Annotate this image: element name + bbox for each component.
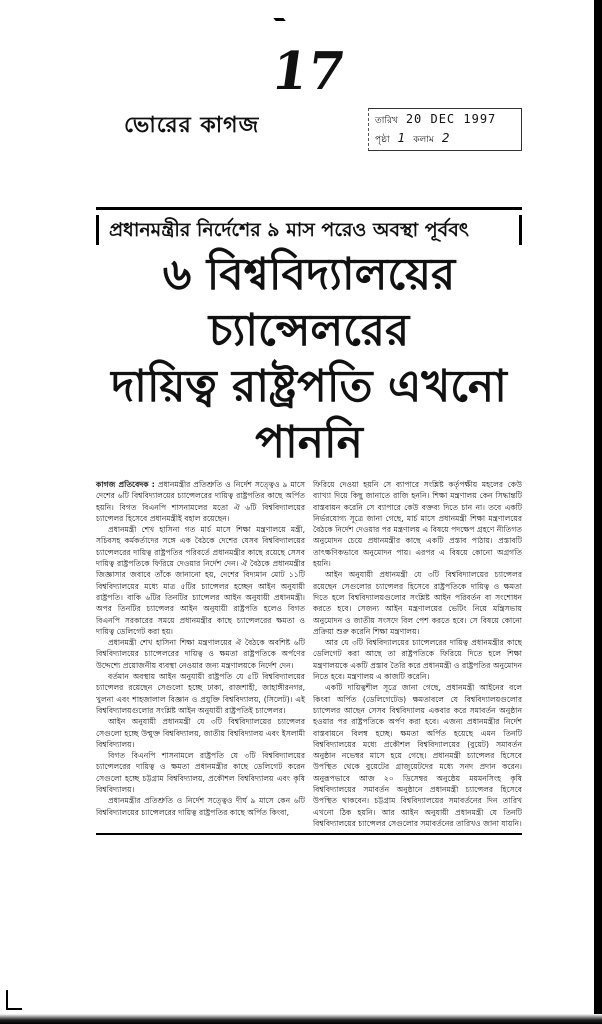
article-body — [96, 479, 522, 829]
stamp-column-value: 2 — [441, 131, 450, 145]
paragraph: প্রধানমন্ত্রী শেখ হাসিনা গত মার্চ মাসে শিক্ষা মন্ত্রণালয়ে মন্ত্রী, সচিবসহ কর্মকর্তাদের সঙ্গে এক বৈঠকে দেশের যেসব বিশ্ববিদ্যালয়ের চ্যান্সেলরের দায়িত্ব রাষ্ট্রপতির পরিবর্তে প্রধানমন্ত্রীর কাছে রয়েছে সেসব দায়িত্ব রাষ্ট্রপতিকে ফিরিয়ে দেওয়ার নির্দেশ দেন। ঐ বৈঠকে প্রধানমন্ত্রীর জিজ্ঞাসার জবাবে তাঁকে জানানো হয়, দেশের বিদ্যমান মোট ১১টি বিশ্ববিদ্যালয়ের মধ্যে মাত্র ৫টির চ্যান্সেলর হচ্ছেন আইন অনুযায়ী রাষ্ট্রপতি। বাকি ৬টির তিনটির চ্যান্সেলর আইন অনুযায়ী প্রধানমন্ত্রী। অপর তিনটির চ্যান্সেলর আইন অনুযায়ী রাষ্ট্রপতি হলেও বিগত বিএনপি সরকারের সময়ে প্রধানমন্ত্রীর কাছে চ্যান্সেলরের ক্ষমতা ও দায়িত্ব ডেলিগেট করা হয়। — [96, 525, 305, 636]
handwritten-tick — [258, 0, 286, 21]
archive-stamp — [368, 108, 522, 151]
handwriting-area — [96, 0, 522, 108]
top-rule — [96, 207, 522, 210]
stamp-page-row — [375, 131, 515, 147]
stamp-page-value: 1 — [397, 131, 406, 145]
stamp-date-value: 20 DEC 1997 — [405, 112, 497, 126]
paragraph: প্রধানমন্ত্রী শেখ হাসিনা শিক্ষা মন্ত্রণালয়ের ঐ বৈঠকে অবশিষ্ট ৬টি বিশ্ববিদ্যালয়ের চ্যান্সেলরের দায়িত্ব ও ক্ষমতা রাষ্ট্রপতিকে অর্পণের উদ্দেশ্যে প্রয়োজনীয় ব্যবস্থা নেওয়ার জন্য মন্ত্রণালয়কে নির্দেশ দেন। — [96, 638, 305, 670]
scan-edge-bottom — [0, 1014, 602, 1024]
stamp-column-label: কলাম — [413, 135, 434, 145]
paragraph — [96, 479, 305, 524]
paragraph: আইন অনুযায়ী প্রধানমন্ত্রী যে ৩টি বিশ্ববিদ্যালয়ের চ্যান্সেলর রয়েছেন সেগুলোর চ্যান্সেলর হিসেবে রাষ্ট্রপতিকে দায়িত্ব ও ক্ষমতা দিতে হলে বিশ্ববিদ্যালয়গুলোর সংশ্লিষ্ট আইন পরিবর্তন বা সংশোধন করতে হবে। সেজন্য আইন মন্ত্রণালয়ের ভেটিং নিয়ে মন্ত্রিসভায় অনুমোদন ও জাতীয় সংসদে বিল পেশ করতে হবে। সে বিষয়ে কোনো প্রক্রিয়া শুরু করেনি শিক্ষা মন্ত্রণালয়। — [313, 570, 522, 636]
paragraph: আর যে ৩টি বিশ্ববিদ্যালয়ের চ্যান্সেলরের দায়িত্ব প্রধানমন্ত্রীর কাছে ডেলিগেট করা আছে তা রাষ্ট্রপতিকে ফিরিয়ে দিতে হলে শিক্ষা মন্ত্রণালয়কে একটি প্রস্তাব তৈরি করে প্রধানমন্ত্রী ও রাষ্ট্রপতির অনুমোদন নিতে হবে। মন্ত্রণালয় এ কাজটি করেনি। — [313, 638, 522, 682]
paragraph: বিগত বিএনপি শাসনামলে রাষ্ট্রপতি যে ৩টি বিশ্ববিদ্যালয়ের চ্যান্সেলরের দায়িত্ব ও ক্ষমতা প্রধানমন্ত্রীর কাছে ডেলিগেট করেন সেগুলো হচ্ছে চট্টগ্রাম বিশ্ববিদ্যালয়, প্রকৌশল বিশ্ববিদ্যালয় এবং কৃষি বিশ্ববিদ্যালয়। — [96, 751, 305, 795]
paragraph: বর্তমান অবস্থায় আইন অনুযায়ী রাষ্ট্রপতি যে ৫টি বিশ্ববিদ্যালয়ের চ্যান্সেলর রয়েছেন সেগুলো হচ্ছে ঢাকা, রাজশাহী, জাহাঙ্গীরনগর, খুলনা এবং শাহজালাল বিজ্ঞান ও প্রযুক্তি বিশ্ববিদ্যালয়, (সিলেট)। এই বিশ্ববিদ্যালয়গুলোর সংশ্লিষ্ট আইন অনুযায়ী রাষ্ট্রপতিই চ্যান্সেলর। — [96, 672, 305, 715]
bottom-rule — [96, 833, 522, 835]
paragraph: ফিরিয়ে দেওয়া হয়নি সে ব্যাপারে সংশ্লিষ্ট কর্তৃপক্ষীয় মহলের কেউ ব্যাখ্যা দিয়ে কিছু জানাতে রাজি হননি। শিক্ষা মন্ত্রণালয় কেন সিদ্ধান্তটি বাস্তবায়ন করেনি সে ব্যাপারে কেউ বক্তব্য দিতে চান না। তবে একটি নির্ভরযোগ্য সূত্রে জানা গেছে, মার্চ মাসে প্রধানমন্ত্রী শিক্ষা মন্ত্রণালয়ের বৈঠকে নির্দেশ দেওয়ার পর মন্ত্রণালয় এ বিষয়ে পদক্ষেপ গ্রহণে নীতিগত অনুমোদন চেয়ে প্রধানমন্ত্রীর কাছে একটি প্রস্তাব পাঠায়। প্রস্তাবটি তাৎক্ষণিকভাবে অনুমোদন পায়। এরপর এ বিষয়ে কোনো অগ্রগতি হয়নি। — [313, 480, 522, 569]
paragraph: প্রধানমন্ত্রীর প্রতিশ্রুতি ও নির্দেশ সত্ত্বেও দীর্ঘ ৯ মাসে কেন ৬টি বিশ্ববিদ্যালয়ের চ্যান্সেলরের দায়িত্ব রাষ্ট্রপতির কাছে অর্পিত কিংবা, — [96, 796, 305, 817]
paragraph: একটি দায়িত্বশীল সূত্রে জানা গেছে, প্রধানমন্ত্রী আইনের বলে কিংবা অর্পিত (ডেলিগেটেড) ক্ষমতাবলে যে বিশ্ববিদ্যালয়গুলোর চ্যান্সেলর আছেন সেসব বিশ্ববিদ্যালয় একবার করে সমাবর্তন অনুষ্ঠান হওয়ার পর রাষ্ট্রপতিকে অর্পণ করা হবে। এজন্য প্রধানমন্ত্রীর নির্দেশ বাস্তবায়নে বিলম্ব হচ্ছে। ক্ষমতা অর্পিত হয়েছে এমন তিনটি বিশ্ববিদ্যালয়ের মধ্যে প্রকৌশল বিশ্ববিদ্যালয়ের (বুয়েট) সমাবর্তন অনুষ্ঠান নভেম্বর মাসে হয়ে গেছে। প্রধানমন্ত্রী চ্যান্সেলর হিসেবে উপস্থিত থেকে বুয়েটের গ্রাজুয়েটদের মধ্যে সনদ প্রদান করেন। অনুরূপভাবে আজ ২০ ডিসেম্বর অনুষ্ঠেয় ময়মনসিংহ কৃষি বিশ্ববিদ্যালয়ের সমাবর্তন অনুষ্ঠানে প্রধানমন্ত্রী চ্যান্সেলর হিসেবে উপস্থিত থাকবেন। চট্টগ্রাম বিশ্ববিদ্যালয়ের সমাবর্তনের দিন তারিখ এখনো ঠিক হয়নি। আর আইন অনুযায়ী প্রধানমন্ত্রী যে তিনটি বিশ্ববিদ্যালয়ের চ্যান্সেলর সেগুলোর সমাবর্তনের তারিখও জানা যায়নি। — [313, 683, 522, 828]
article-column-2 — [313, 479, 522, 829]
headline — [96, 247, 522, 471]
stamp-date-label: তারিখ — [375, 116, 398, 126]
headline-line-2: দায়িত্ব রাষ্ট্রপতি এখনো পাননি — [111, 361, 507, 468]
newspaper-name: ভোরের কাগজ — [124, 113, 260, 138]
handwritten-number: 17 — [267, 41, 349, 102]
clip-header — [124, 108, 522, 151]
kicker: প্রধানমন্ত্রীর নির্দেশের ৯ মাস পরেও অবস্থা পূর্ববৎ — [96, 215, 522, 245]
headline-line-1: ৬ বিশ্ববিদ্যালয়ের চ্যান্সেলরের — [162, 249, 456, 356]
stamp-date-row — [375, 112, 515, 128]
stamp-page-label: পৃষ্ঠা — [375, 135, 390, 145]
corner-mark — [6, 990, 22, 1010]
paragraph: আইন অনুযায়ী প্রধানমন্ত্রী যে ৩টি বিশ্ববিদ্যালয়ের চ্যান্সেলর সেগুলো হচ্ছে উন্মুক্ত বিশ্ববিদ্যালয়, জাতীয় বিশ্ববিদ্যালয় এবং ইসলামী বিশ্ববিদ্যালয়। — [96, 717, 305, 749]
article-column-1 — [96, 479, 305, 829]
byline: কাগজ প্রতিবেদক : — [96, 480, 155, 489]
paragraph-text: প্রধানমন্ত্রীর প্রতিশ্রুতি ও নির্দেশ সত্ত্বেও ৯ মাসে দেশের ৬টি বিশ্ববিদ্যালয়ের চ্যান্সেলরের দায়িত্ব রাষ্ট্রপতির কাছে অর্পিত হয়নি। বিগত বিএনপি শাসনামলের মতো ঐ ৬টি বিশ্ববিদ্যালয়ের চ্যান্সেলর হিসেবে প্রধানমন্ত্রীই বহাল রয়েছেন। — [96, 480, 306, 523]
